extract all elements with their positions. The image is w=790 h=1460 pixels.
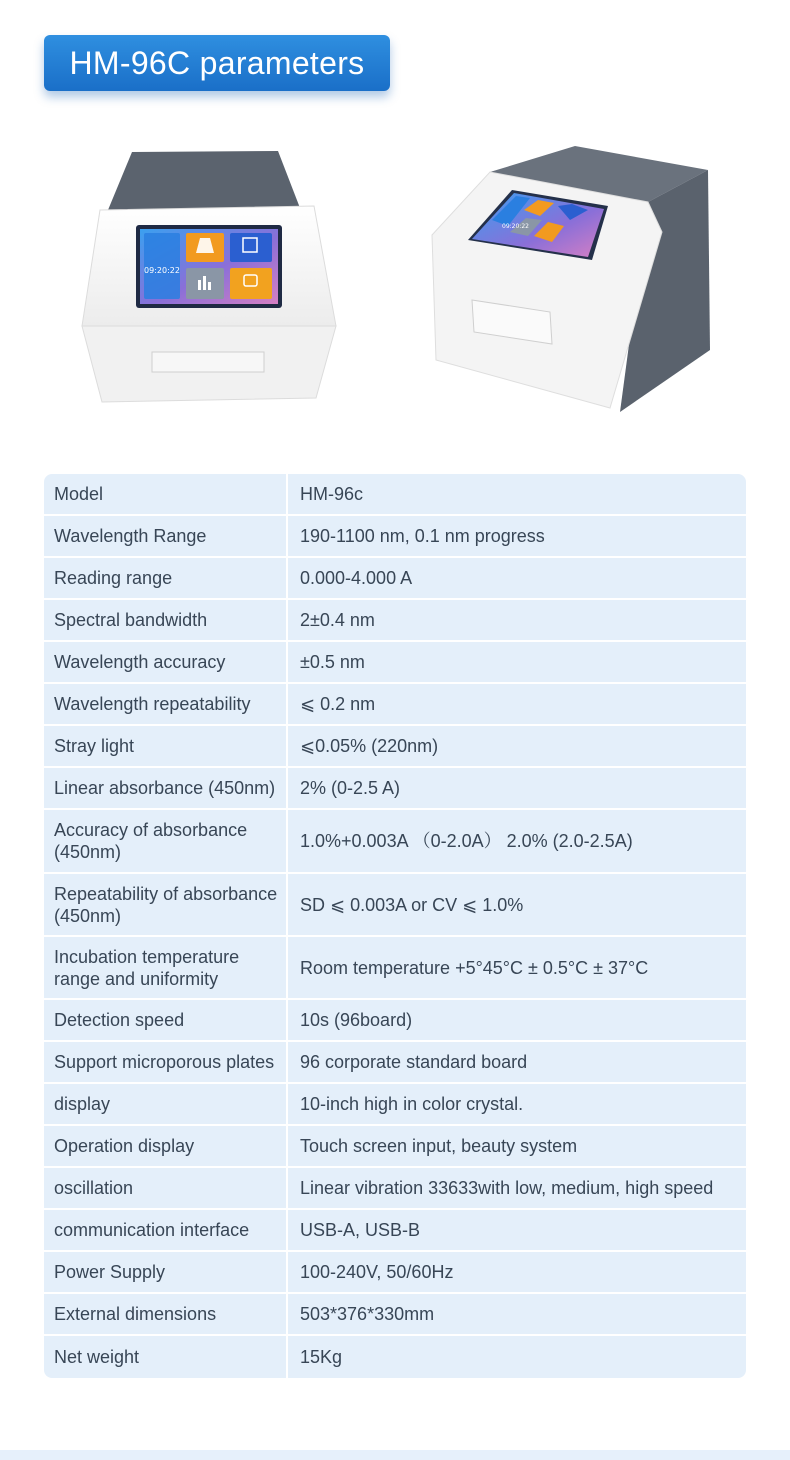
spec-value: 503*376*330mm: [300, 1304, 435, 1324]
table-row: [44, 1336, 746, 1378]
table-row: [44, 1000, 746, 1042]
spec-label: Operation display: [44, 1126, 288, 1166]
spec-value: 1.0%+0.003A （0-2.0A） 2.0% (2.0-2.5A): [300, 831, 633, 851]
footer-strip: [0, 1450, 790, 1460]
device-screen-time: 09:20:22: [502, 223, 529, 230]
table-row: [44, 1210, 746, 1252]
spec-value: Touch screen input, beauty system: [300, 1136, 578, 1156]
page-title: HM-96C parameters: [44, 35, 390, 91]
table-row: [44, 1126, 746, 1168]
spec-label: oscillation: [44, 1168, 288, 1208]
table-row: [44, 558, 746, 600]
spec-value: HM-96c: [300, 484, 364, 504]
spec-value: 190-1100 nm, 0.1 nm progress: [300, 526, 545, 546]
table-row: [44, 1294, 746, 1336]
spec-value: Linear vibration 33633with low, medium, high speed: [300, 1178, 714, 1198]
spec-value: USB-A, USB-B: [300, 1220, 421, 1240]
spec-table: [44, 474, 746, 1378]
table-row: [44, 937, 746, 1000]
table-row: [44, 1084, 746, 1126]
table-row: [44, 1168, 746, 1210]
table-row: [44, 874, 746, 937]
spec-label: Linear absorbance (450nm): [44, 768, 288, 808]
spec-label: display: [44, 1084, 288, 1124]
device-angled-image: [430, 140, 715, 415]
spec-value: 2% (0-2.5 A): [300, 778, 401, 798]
table-row: [44, 726, 746, 768]
table-row: [44, 1042, 746, 1084]
spec-value: 10-inch high in color crystal.: [300, 1094, 524, 1114]
device-top-panel: [108, 151, 300, 210]
table-row: [44, 474, 746, 516]
spec-label: communication interface: [44, 1210, 288, 1250]
spec-label: Wavelength repeatability: [44, 684, 288, 724]
device-front-image: [78, 148, 340, 408]
device-screen-time: 09:20:22: [144, 266, 180, 275]
spec-label: Accuracy of absorbance (450nm): [44, 810, 288, 872]
spec-value: SD ⩽ 0.003A or CV ⩽ 1.0%: [300, 894, 524, 915]
table-row: [44, 516, 746, 558]
spec-label: Net weight: [44, 1336, 288, 1378]
spec-value: 10s (96board): [300, 1010, 413, 1030]
spec-value: Room temperature +5°45°C ± 0.5°C ± 37°C: [300, 957, 649, 978]
spec-label: Support microporous plates: [44, 1042, 288, 1082]
spec-label: Incubation temperature range and uniformity: [44, 937, 288, 998]
spec-label: Spectral bandwidth: [44, 600, 288, 640]
spec-label: Reading range: [44, 558, 288, 598]
spec-label: External dimensions: [44, 1294, 288, 1334]
spec-label: Detection speed: [44, 1000, 288, 1040]
spec-label: Model: [44, 474, 288, 514]
spec-label: Wavelength accuracy: [44, 642, 288, 682]
table-row: [44, 684, 746, 726]
spec-label: Repeatability of absorbance (450nm): [44, 874, 288, 935]
spec-label: Stray light: [44, 726, 288, 766]
spec-label: Wavelength Range: [44, 516, 288, 556]
spec-value: ⩽0.05% (220nm): [300, 736, 439, 756]
spec-label: Power Supply: [44, 1252, 288, 1292]
table-row: [44, 810, 746, 874]
table-row: [44, 642, 746, 684]
spec-value: ⩽ 0.2 nm: [300, 694, 376, 714]
table-row: [44, 768, 746, 810]
spec-value: 2±0.4 nm: [300, 610, 375, 630]
device-plate-slot: [152, 352, 264, 372]
table-row: [44, 600, 746, 642]
spec-value: 0.000-4.000 A: [300, 568, 413, 588]
spec-value: 96 corporate standard board: [300, 1052, 528, 1072]
spec-value: ±0.5 nm: [300, 652, 365, 672]
spec-value: 15Kg: [300, 1347, 343, 1367]
spec-value: 100-240V, 50/60Hz: [300, 1262, 454, 1282]
table-row: [44, 1252, 746, 1294]
